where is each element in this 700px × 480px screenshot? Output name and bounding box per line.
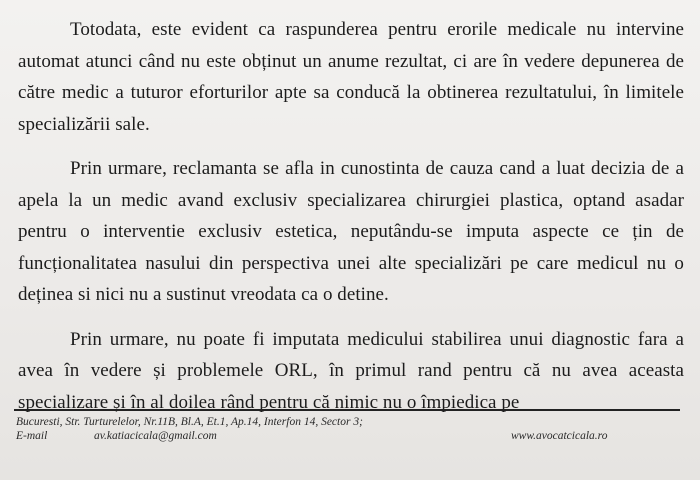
paragraph-3: Prin urmare, nu poate fi imputata medicului stabilirea unui diagnostic fara a avea în vedere și problemele ORL, în primul rand pentru că nu avea aceasta specializare și în al doilea rând pentru că nimic nu o împiedica pe [18, 328, 684, 413]
letterhead-footer [16, 416, 682, 446]
footer-website: www.avocatcicala.ro [511, 430, 608, 442]
footer-divider [14, 409, 680, 411]
footer-email-label: E-mail [16, 430, 48, 442]
footer-address: Bucuresti, Str. Turturelelor, Nr.11B, Bl.A, Et.1, Ap.14, Interfon 14, Sector 3; [16, 416, 363, 428]
document-body [18, 14, 684, 431]
paragraph-2: Prin urmare, reclamanta se afla in cunostinta de cauza cand a luat decizia de a apela la un medic avand exclusiv specializarea chirurgiei plastica, optand asadar pentru o interventie exclusiv estetica, neputându-se imputa aspecte ce țin de funcționalitatea nasului din perspectiva unei alte specializări pe care medicul nu o deținea si nici nu a sustinut vreodata ca o detine. [18, 158, 684, 305]
paragraph-1: Totodata, este evident ca raspunderea pentru erorile medicale nu intervine automat atunci când nu este obținut un anume rezultat, ci are în vedere depunerea de către medic a tuturor eforturilor apte sa conducă la obtinerea rezultatului, în limitele specializării sale. [18, 19, 684, 135]
footer-email: av.katiacicala@gmail.com [94, 430, 217, 442]
footer-contact-row [16, 430, 682, 446]
